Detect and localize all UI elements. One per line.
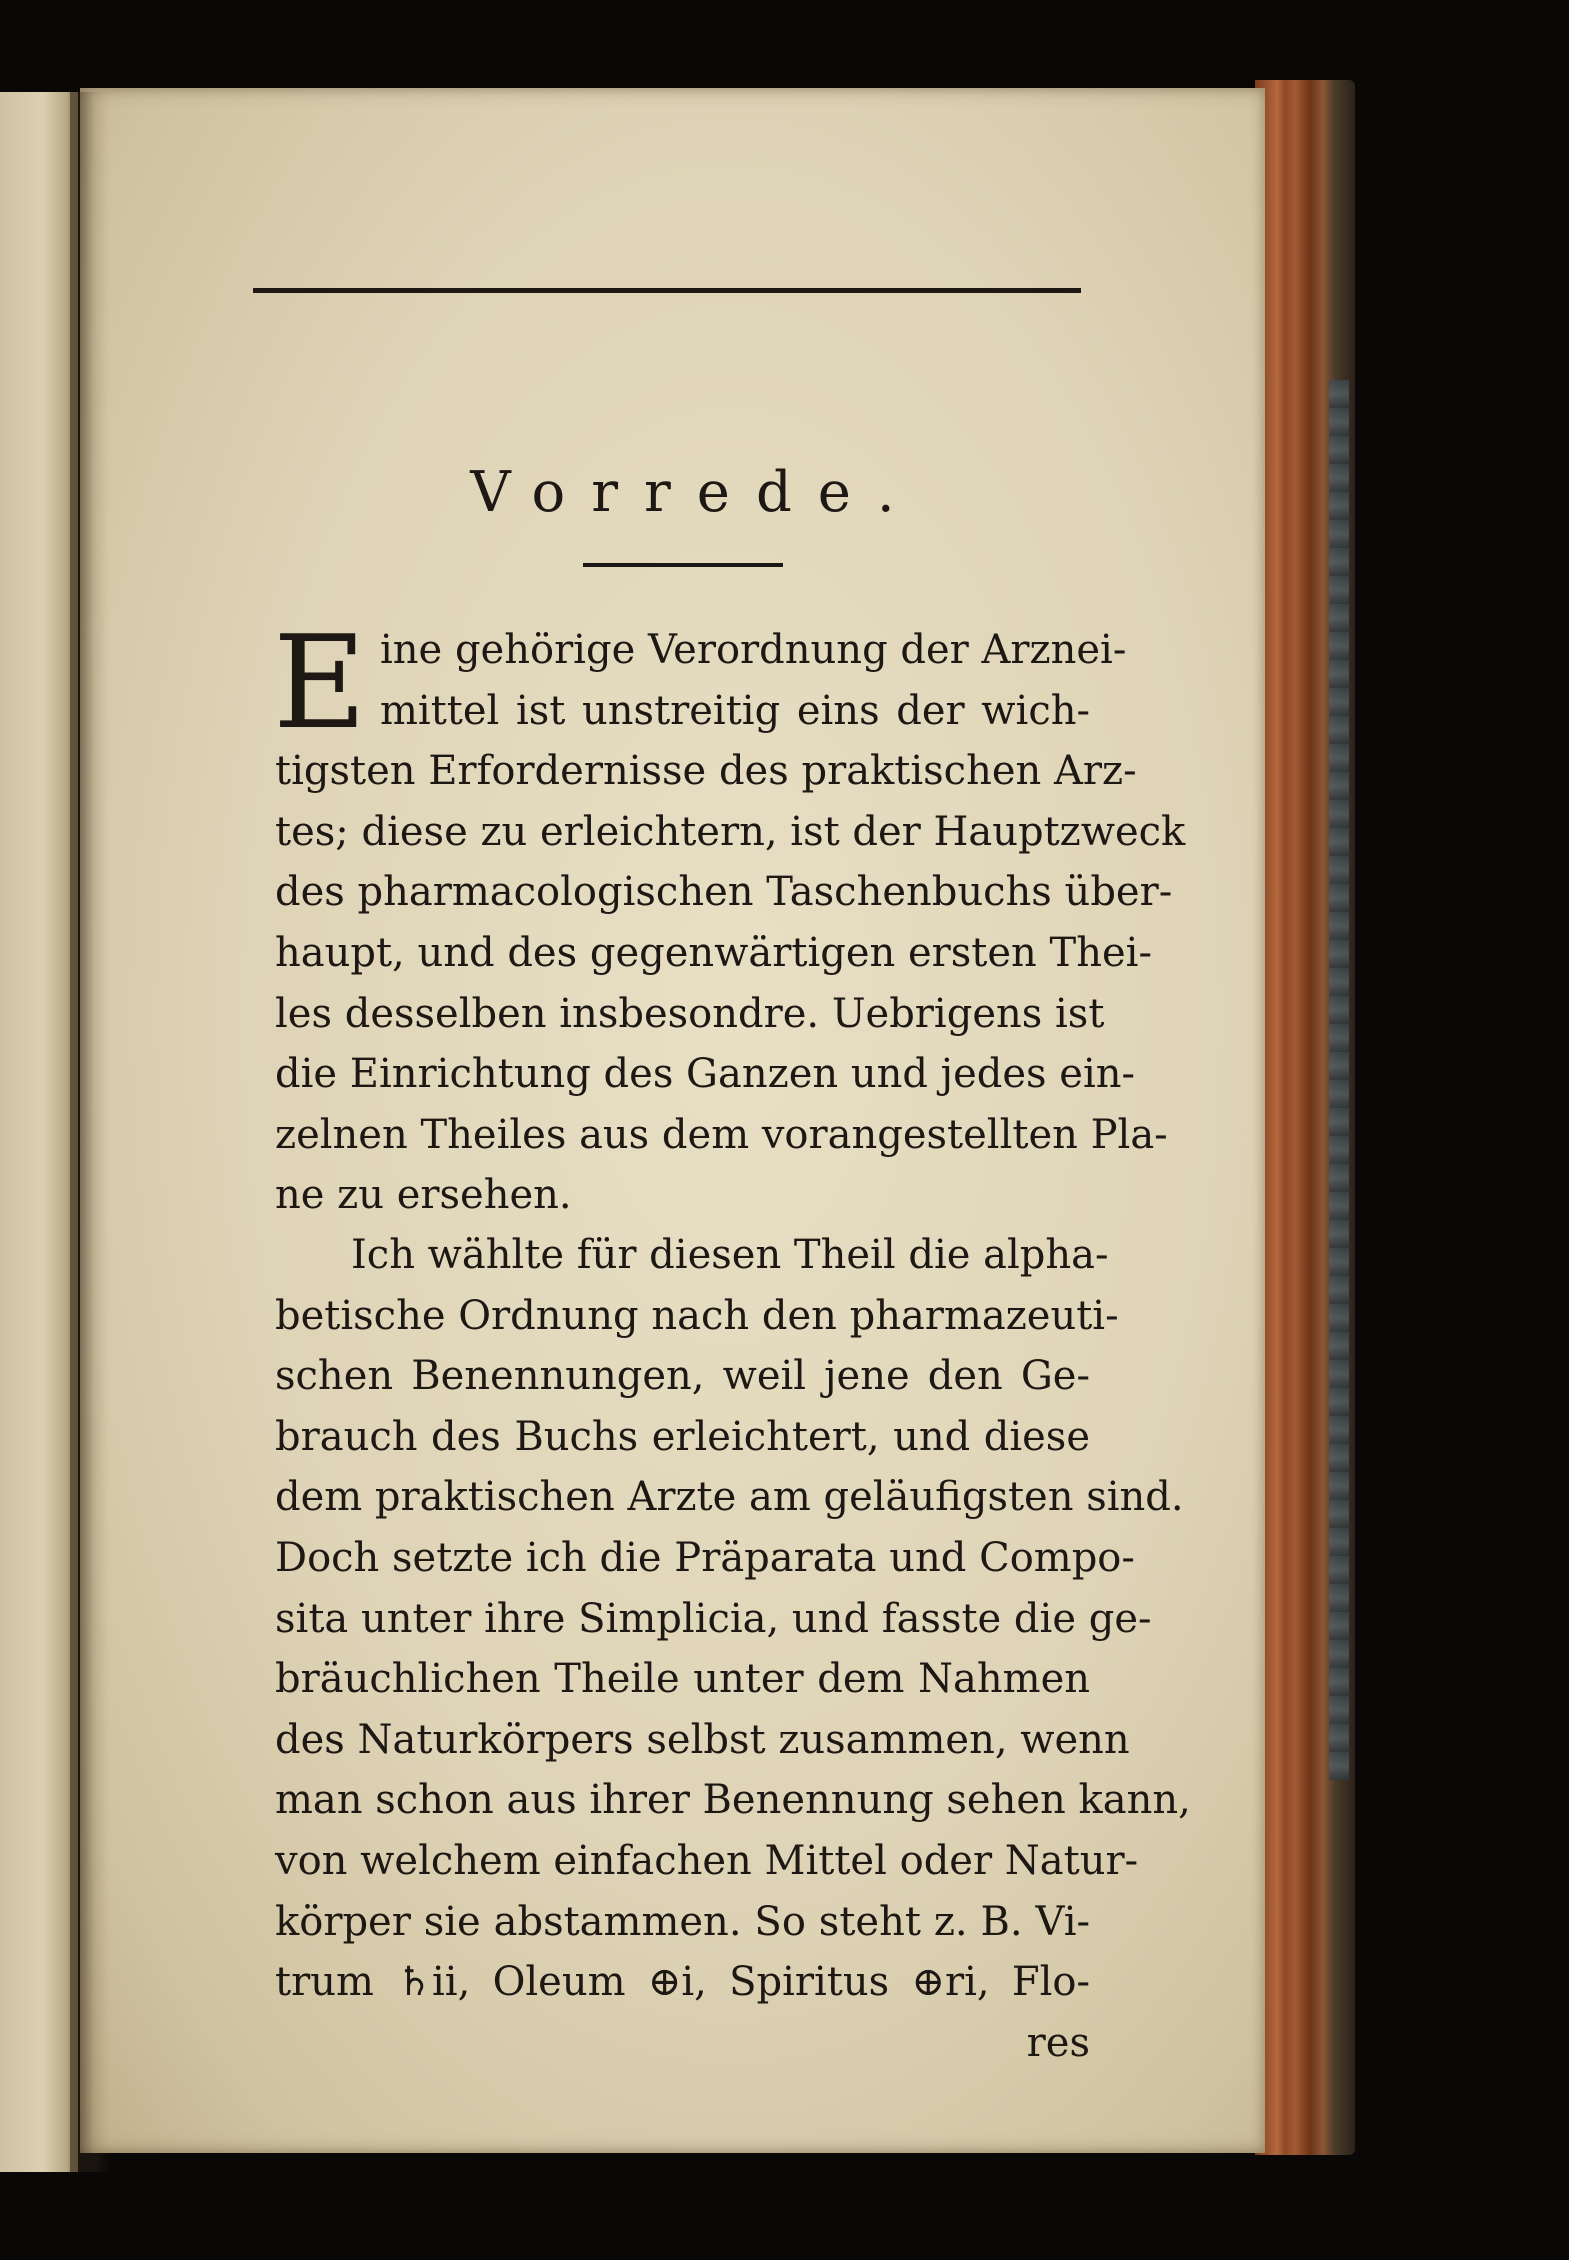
book-gutter [70, 92, 110, 2172]
text-line: von welchem einfachen Mittel oder Natur- [275, 1837, 1139, 1884]
text-line: schen Benennungen, weil jene den Ge- [275, 1353, 1090, 1400]
book-cover-edge [1255, 80, 1355, 2155]
text-line: dem praktischen Arzte am geläufigsten sind. [275, 1474, 1184, 1521]
text-line: körper sie abstammen. So steht z. B. Vi- [275, 1898, 1090, 1945]
text-line: zelnen Theiles aus dem vorangestellten Pla- [275, 1111, 1168, 1158]
top-rule [253, 288, 1081, 293]
text-line: haupt, und des gegenwärtigen ersten Thei- [275, 929, 1152, 976]
text-line: die Einrichtung des Ganzen und jedes ein- [275, 1051, 1136, 1098]
text-line: betische Ordnung nach den pharmazeuti- [275, 1292, 1119, 1339]
text-line: les desselben insbesondre. Uebrigens ist [275, 990, 1105, 1037]
text-line: des pharmacologischen Taschenbuchs über- [275, 869, 1173, 916]
title-rule [583, 563, 783, 567]
text-line: Ich wählte für diesen Theil die alpha- [351, 1232, 1109, 1278]
drop-cap: E [273, 609, 367, 758]
text-line: man schon aus ihrer Benennung sehen kann, [275, 1777, 1191, 1824]
text-line: tigsten Erfordernisse des praktischen Arz- [275, 748, 1137, 795]
text-line: des Naturkörpers selbst zusammen, wenn [275, 1716, 1130, 1763]
facing-page-edge [0, 92, 78, 2172]
text-line: mittel ist unstreitig eins der wich- [380, 687, 1090, 734]
catchword: res [1026, 2020, 1090, 2066]
page [80, 88, 1265, 2153]
text-line: bräuchlichen Theile unter dem Nahmen [275, 1656, 1090, 1703]
paragraph-1 [273, 609, 1186, 1226]
text-line: sita unter ihre Simplicia, und fasste die ge- [275, 1595, 1152, 1642]
text-line: ne zu ersehen. [275, 1172, 572, 1219]
text-line: tes; diese zu erleichtern, ist der Hauptzweck [275, 808, 1186, 855]
page-title: Vorrede. [470, 460, 921, 525]
text-line: Doch setzte ich die Präparata und Compo- [275, 1534, 1135, 1581]
text-line: trum ♄ii, Oleum ⊕i, Spiritus ⊕ri, Flo- [275, 1959, 1090, 2006]
text-line: ine gehörige Verordnung der Arznei- [380, 627, 1127, 673]
text-line: brauch des Buchs erleichtert, und diese [275, 1413, 1090, 1460]
paragraph-2 [275, 1225, 1191, 2013]
